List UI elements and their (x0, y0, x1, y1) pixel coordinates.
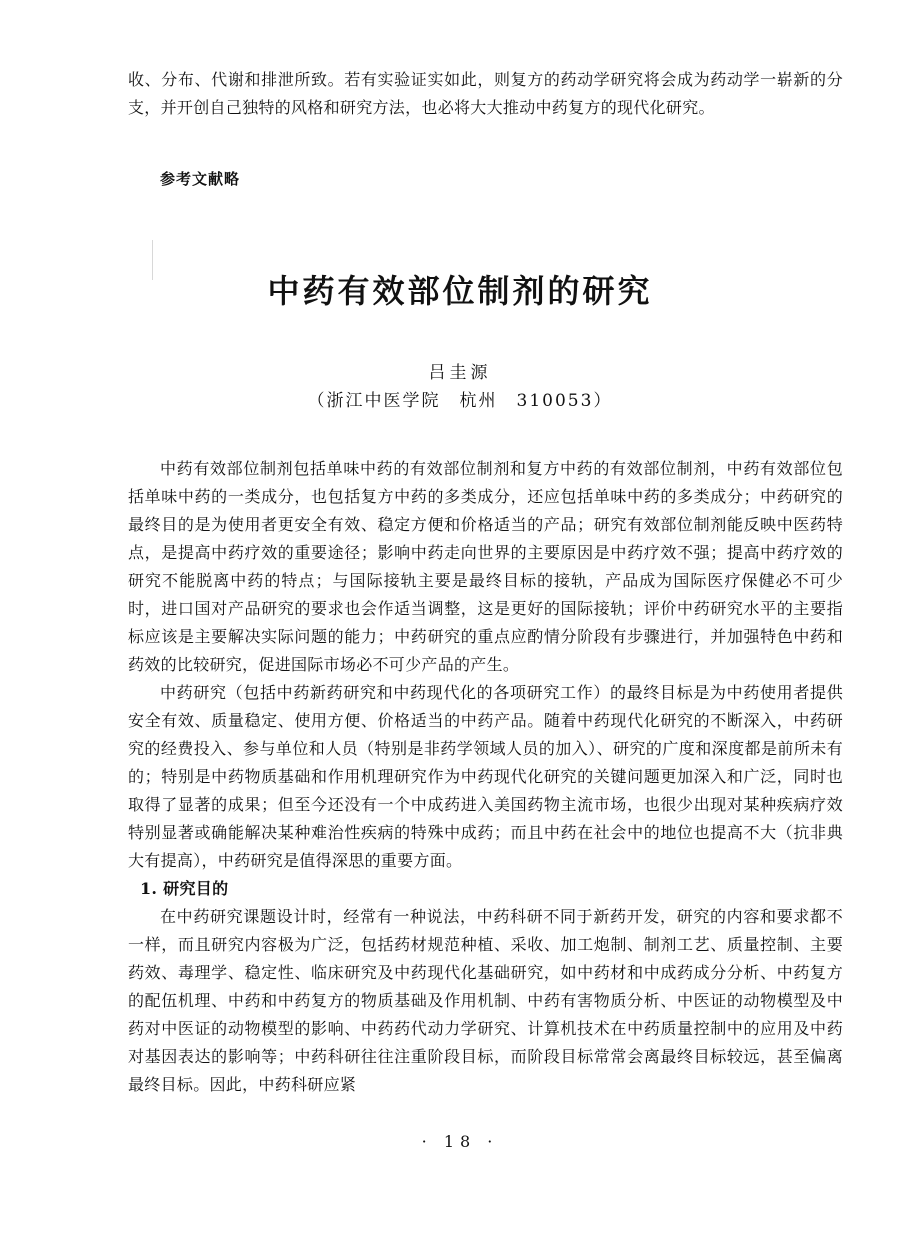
body-paragraph: 中药有效部位制剂包括单味中药的有效部位制剂和复方中药的有效部位制剂，中药有效部位包括单味中药的一类成分，也包括复方中药的多类成分，还应包括单味中药的多类成分；中药研究的最终目的是为使用者更安全有效、稳定方便和价格适当的产品；研究有效部位制剂能反映中医药特点，是提高中药疗效的重要途径；影响中药走向世界的主要原因是中药疗效不强；提高中药疗效的研究不能脱离中药的特点；与国际接轨主要是最终目标的接轨，产品成为国际医疗保健必不可少时，进口国对产品研究的要求也会作适当调整，这是更好的国际接轨；评价中药研究水平的主要指标应该是主要解决实际问题的能力；中药研究的重点应酌情分阶段有步骤进行，并加强特色中药和药效的比较研究，促进国际市场必不可少产品的产生。 (128, 459, 843, 674)
section-heading: 1. 研究目的 (140, 879, 229, 898)
article-body (128, 455, 843, 1099)
intro-paragraph: 收、分布、代谢和排泄所致。若有实验证实如此，则复方的药动学研究将会成为药动学一崭新的分支，并开创自己独特的风格和研究方法，也必将大大推动中药复方的现代化研究。 (128, 70, 843, 117)
article-author: 吕圭源 (428, 363, 492, 383)
body-paragraph: 在中药研究课题设计时，经常有一种说法，中药科研不同于新药开发，研究的内容和要求都不一样，而且研究内容极为广泛，包括药材规范种植、采收、加工炮制、制剂工艺、质量控制、主要药效、毒理学、稳定性、临床研究及中药现代化基础研究，如中药材和中成药成分分析、中药复方的配伍机理、中药和中药复方的物质基础及作用机制、中药有害物质分析、中医证的动物模型及中药对中医证的动物模型的影响、中药药代动力学研究、计算机技术在中药质量控制中的应用及中药对基因表达的影响等；中药科研往往注重阶段目标，而阶段目标常常会离最终目标较远，甚至偏离最终目标。因此，中药科研应紧 (128, 907, 843, 1094)
body-paragraph: 中药研究（包括中药新药研究和中药现代化的各项研究工作）的最终目标是为中药使用者提供安全有效、质量稳定、使用方便、价格适当的中药产品。随着中药现代化研究的不断深入，中药研究的经费投入、参与单位和人员（特别是非药学领域人员的加入）、研究的广度和深度都是前所未有的；特别是中药物质基础和作用机理研究作为中药现代化研究的关键问题更加深入和广泛，同时也取得了显著的成果；但至今还没有一个中成药进入美国药物主流市场，也很少出现对某种疾病疗效特别显著或确能解决某种难治性疾病的特殊中成药；而且中药在社会中的地位也提高不大（抗非典大有提高），中药研究是值得深思的重要方面。 (128, 683, 843, 870)
page-number: · 18 · (421, 1132, 499, 1151)
article-title: 中药有效部位制剂的研究 (267, 272, 653, 310)
references-heading: 参考文献略 (160, 170, 241, 188)
author-affiliation: （浙江中医学院 杭州 310053） (307, 391, 613, 411)
